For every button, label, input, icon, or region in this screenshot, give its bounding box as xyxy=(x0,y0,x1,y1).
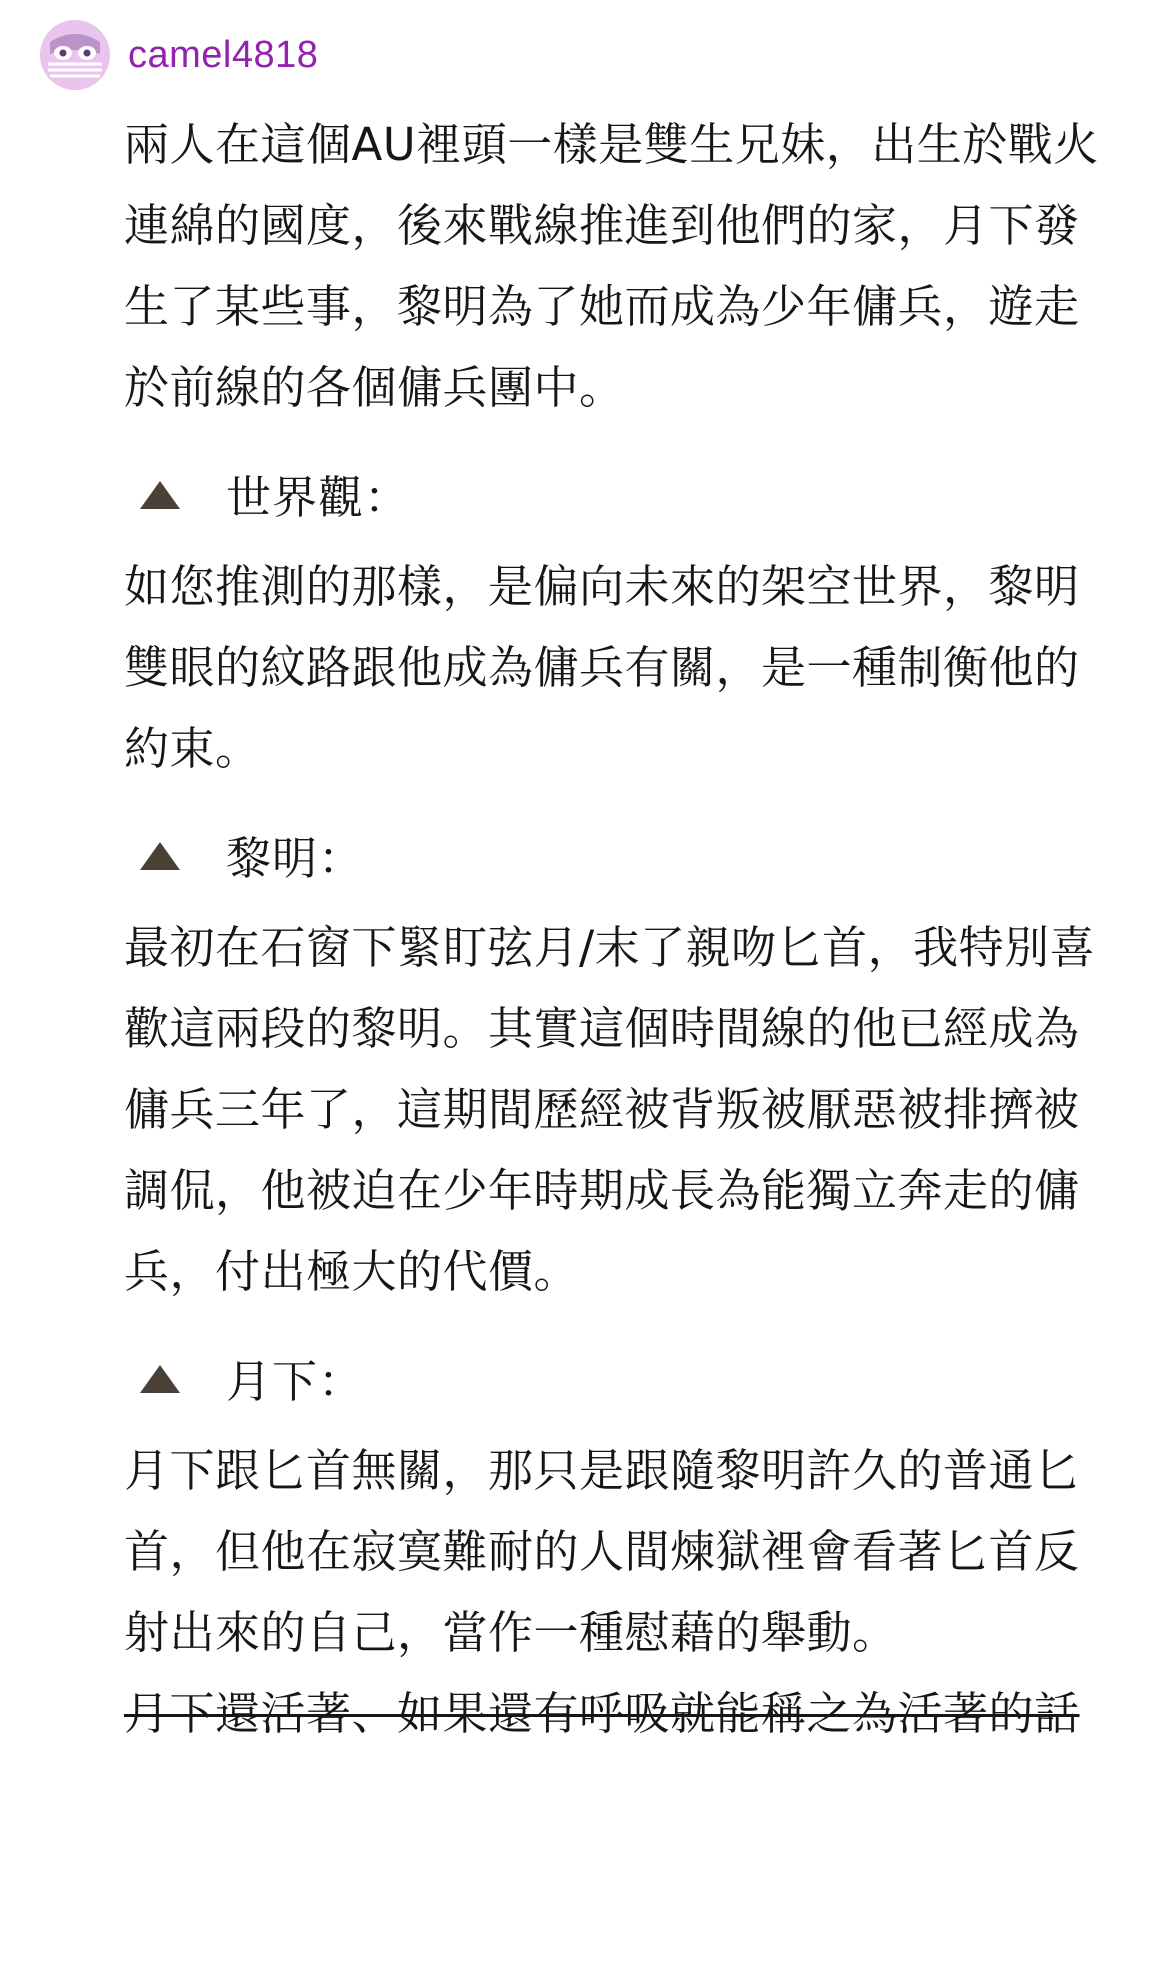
section-heading-label: 世界觀： xyxy=(226,470,411,524)
yuexia-paragraph: 月下跟匕首無關，那只是跟隨黎明許久的普通匕首，但他在寂寞難耐的人間煉獄裡會看著匕首反射出來的自己，當作一種慰藉的舉動。 xyxy=(124,1444,1080,1659)
post-body xyxy=(124,104,1104,1754)
section-heading-liming xyxy=(124,813,1104,895)
worldview-paragraph: 如您推測的那樣，是偏向未來的架空世界，黎明雙眼的紋路跟他成為傭兵有關，是一種制衡他的約束。 xyxy=(124,560,1080,775)
triangle-bullet-icon xyxy=(140,1365,180,1393)
section-heading-label: 月下： xyxy=(226,1354,365,1408)
section-heading-yuexia xyxy=(124,1336,1104,1418)
intro-paragraph: 兩人在這個AU裡頭一樣是雙生兄妹，出生於戰火連綿的國度，後來戰線推進到他們的家，月下發生了某些事，黎明為了她而成為少年傭兵，遊走於前線的各個傭兵團中。 xyxy=(124,118,1099,414)
author-username[interactable]: camel4818 xyxy=(128,33,319,76)
user-avatar[interactable] xyxy=(40,20,110,90)
section-heading-label: 黎明： xyxy=(226,831,365,885)
liming-paragraph: 最初在石窗下緊盯弦月/末了親吻匕首，我特別喜歡這兩段的黎明。其實這個時間線的他已經成為傭兵三年了，這期間歷經被背叛被厭惡被排擠被調侃，他被迫在少年時期成長為能獨立奔走的傭兵，付出極大的代價。 xyxy=(124,921,1096,1298)
struck-note: 月下還活著、如果還有呼吸就能稱之為活著的話 xyxy=(124,1687,1080,1740)
post-header xyxy=(40,20,318,90)
triangle-bullet-icon xyxy=(140,481,180,509)
section-heading-worldview xyxy=(124,452,1104,534)
owl-mask-avatar-icon xyxy=(40,20,110,90)
triangle-bullet-icon xyxy=(140,842,180,870)
